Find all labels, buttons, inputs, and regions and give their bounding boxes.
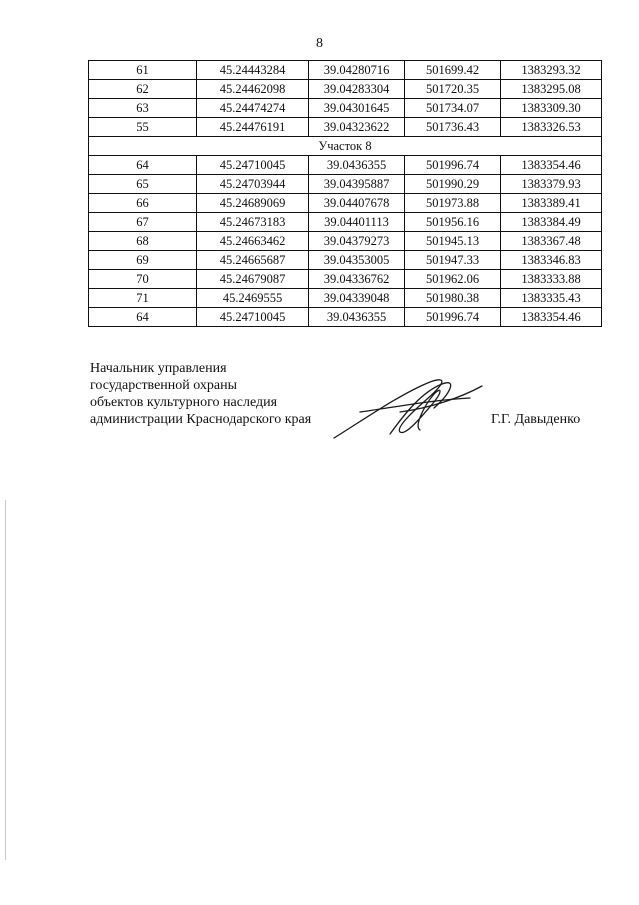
table-cell: 45.24673183 [197, 213, 309, 232]
section-title: Участок 8 [89, 137, 602, 156]
table-row [89, 99, 602, 118]
table-cell: 501947.33 [405, 251, 501, 270]
table-row [89, 156, 602, 175]
coordinates-table [88, 60, 602, 327]
table-cell: 39.04336762 [309, 270, 405, 289]
table-cell: 1383367.48 [501, 232, 602, 251]
table-cell: 39.04323622 [309, 118, 405, 137]
table-cell: 501973.88 [405, 194, 501, 213]
table-cell: 39.04379273 [309, 232, 405, 251]
table-cell: 501980.38 [405, 289, 501, 308]
table-cell: 45.24476191 [197, 118, 309, 137]
table-cell: 39.04280716 [309, 61, 405, 80]
table-cell: 501699.42 [405, 61, 501, 80]
table-cell: 45.24665687 [197, 251, 309, 270]
table-cell: 63 [89, 99, 197, 118]
table-row [89, 118, 602, 137]
table-cell: 501720.35 [405, 80, 501, 99]
table-cell: 64 [89, 156, 197, 175]
table-cell: 39.0436355 [309, 156, 405, 175]
table-row [89, 289, 602, 308]
table-row [89, 308, 602, 327]
table-row [89, 270, 602, 289]
table-cell: 45.24462098 [197, 80, 309, 99]
table-row [89, 80, 602, 99]
table-cell: 45.24443284 [197, 61, 309, 80]
signatory-title-line: государственной охраны [90, 378, 238, 393]
table-cell: 501736.43 [405, 118, 501, 137]
table-cell: 70 [89, 270, 197, 289]
signatory-title-line: администрации Краснодарского края [90, 412, 312, 427]
table-cell: 1383335.43 [501, 289, 602, 308]
table-cell: 501990.29 [405, 175, 501, 194]
table-cell: 45.24474274 [197, 99, 309, 118]
table-cell: 45.24710045 [197, 308, 309, 327]
table-cell: 1383295.08 [501, 80, 602, 99]
table-cell: 1383346.83 [501, 251, 602, 270]
table-cell: 64 [89, 308, 197, 327]
signatory-name: Г.Г. Давыденко [491, 412, 581, 427]
table-cell: 501956.16 [405, 213, 501, 232]
table-cell: 39.04395887 [309, 175, 405, 194]
coordinates-table-body [89, 61, 602, 327]
table-cell: 1383384.49 [501, 213, 602, 232]
table-cell: 68 [89, 232, 197, 251]
table-cell: 65 [89, 175, 197, 194]
table-cell: 1383326.53 [501, 118, 602, 137]
table-cell: 1383293.32 [501, 61, 602, 80]
table-cell: 39.04353005 [309, 251, 405, 270]
table-cell: 45.24689069 [197, 194, 309, 213]
table-row [89, 175, 602, 194]
table-cell: 45.24663462 [197, 232, 309, 251]
table-cell: 45.24710045 [197, 156, 309, 175]
signatory-title-line: Начальник управления [90, 361, 227, 376]
table-cell: 1383309.30 [501, 99, 602, 118]
table-cell: 61 [89, 61, 197, 80]
table-cell: 1383354.46 [501, 156, 602, 175]
page-number: 8 [316, 36, 323, 51]
table-cell: 39.04283304 [309, 80, 405, 99]
table-cell: 1383333.88 [501, 270, 602, 289]
table-cell: 1383389.41 [501, 194, 602, 213]
table-cell: 501734.07 [405, 99, 501, 118]
table-cell: 45.2469555 [197, 289, 309, 308]
table-row [89, 251, 602, 270]
table-cell: 55 [89, 118, 197, 137]
table-cell: 501996.74 [405, 308, 501, 327]
table-cell: 39.04407678 [309, 194, 405, 213]
table-row [89, 194, 602, 213]
page-edge-line [5, 500, 6, 860]
table-cell: 69 [89, 251, 197, 270]
section-row [89, 137, 602, 156]
table-cell: 45.24703944 [197, 175, 309, 194]
table-cell: 71 [89, 289, 197, 308]
table-cell: 66 [89, 194, 197, 213]
signatory-title-line: объектов культурного наследия [90, 395, 278, 410]
table-cell: 39.04401113 [309, 213, 405, 232]
table-cell: 501962.06 [405, 270, 501, 289]
handwritten-signature [330, 372, 490, 442]
table-row [89, 213, 602, 232]
table-cell: 1383379.93 [501, 175, 602, 194]
table-cell: 39.0436355 [309, 308, 405, 327]
table-row [89, 232, 602, 251]
table-cell: 67 [89, 213, 197, 232]
table-cell: 1383354.46 [501, 308, 602, 327]
table-row [89, 61, 602, 80]
table-cell: 501996.74 [405, 156, 501, 175]
table-cell: 39.04339048 [309, 289, 405, 308]
table-cell: 45.24679087 [197, 270, 309, 289]
table-cell: 62 [89, 80, 197, 99]
table-cell: 501945.13 [405, 232, 501, 251]
signatory-title [90, 360, 311, 428]
table-cell: 39.04301645 [309, 99, 405, 118]
